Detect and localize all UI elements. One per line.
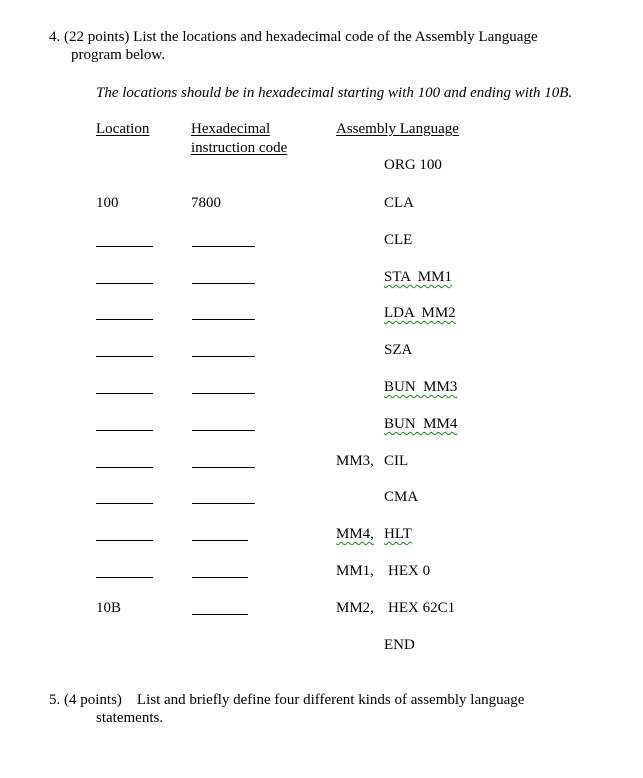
hex-code-cell: 7800 bbox=[191, 195, 221, 211]
instr-sza: SZA bbox=[384, 342, 413, 358]
instr-org: ORG 100 bbox=[384, 157, 442, 173]
instr-cil: CIL bbox=[384, 453, 409, 469]
instr-end: END bbox=[384, 637, 415, 653]
instr-hlt: HLT bbox=[384, 526, 412, 542]
instr-sta: STA MM1 bbox=[384, 269, 452, 285]
header-location: Location bbox=[96, 121, 150, 137]
location-blank bbox=[96, 503, 153, 504]
location-blank bbox=[96, 283, 153, 284]
question-4-line-2: program below. bbox=[71, 47, 165, 63]
question-5-line-2: statements. bbox=[96, 710, 164, 726]
question-4-line-1: 4. (22 points) List the locations and hexadecimal code of the Assembly Language bbox=[49, 29, 538, 45]
location-blank bbox=[96, 540, 153, 541]
hex-blank bbox=[192, 430, 255, 431]
header-instruction-code: instruction code bbox=[191, 140, 288, 156]
instr-cle: CLE bbox=[384, 232, 413, 248]
label-mm2: MM2, bbox=[336, 600, 374, 616]
question-5-line-1: 5. (4 points) List and briefly define four different kinds of assembly language bbox=[49, 692, 525, 708]
hex-blank bbox=[192, 283, 255, 284]
location-blank bbox=[96, 319, 153, 320]
instr-bun-mm4: BUN MM4 bbox=[384, 416, 458, 432]
hex-blank bbox=[192, 356, 255, 357]
hex-blank bbox=[192, 503, 255, 504]
location-blank bbox=[96, 246, 153, 247]
location-blank bbox=[96, 430, 153, 431]
hex-blank bbox=[192, 467, 255, 468]
label-mm4: MM4, bbox=[336, 526, 374, 542]
location-cell: 10B bbox=[96, 600, 122, 616]
instr-bun-mm3: BUN MM3 bbox=[384, 379, 458, 395]
instr-hex-0: HEX 0 bbox=[388, 563, 431, 579]
instr-cla: CLA bbox=[384, 195, 414, 211]
hex-blank bbox=[192, 540, 248, 541]
header-assembly-language: Assembly Language bbox=[336, 121, 459, 137]
label-mm3: MM3, bbox=[336, 453, 374, 469]
location-blank bbox=[96, 393, 153, 394]
hex-blank bbox=[192, 246, 255, 247]
location-cell: 100 bbox=[96, 195, 119, 211]
location-blank bbox=[96, 577, 153, 578]
location-blank bbox=[96, 356, 153, 357]
hex-blank bbox=[192, 577, 248, 578]
location-blank bbox=[96, 467, 153, 468]
question-4-instruction: The locations should be in hexadecimal starting with 100 and ending with 10B. bbox=[96, 85, 573, 101]
header-hexadecimal: Hexadecimal bbox=[191, 121, 271, 137]
instr-cma: CMA bbox=[384, 489, 419, 505]
instr-hex-62c1: HEX 62C1 bbox=[388, 600, 456, 616]
label-mm1: MM1, bbox=[336, 563, 374, 579]
hex-blank bbox=[192, 614, 248, 615]
instr-lda: LDA MM2 bbox=[384, 305, 456, 321]
hex-blank bbox=[192, 319, 255, 320]
hex-blank bbox=[192, 393, 255, 394]
